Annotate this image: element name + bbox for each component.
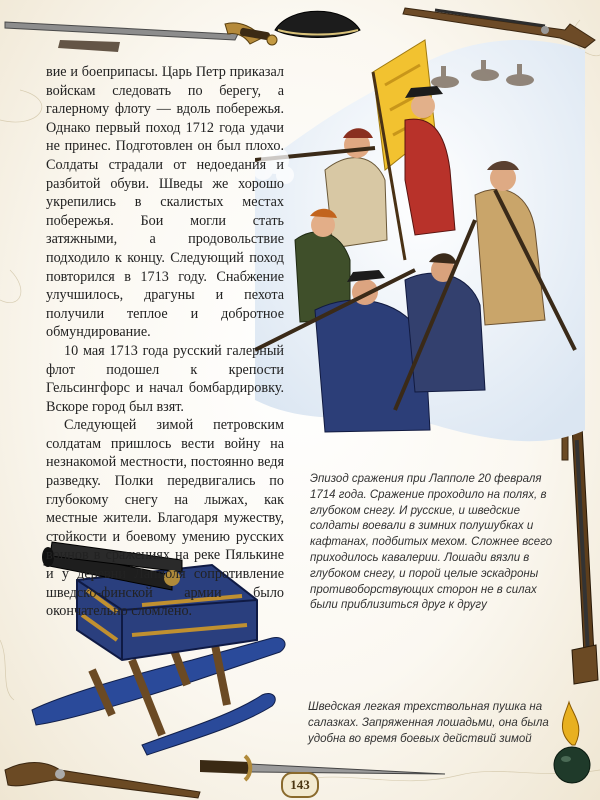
paragraph: вие и боеприпасы. Царь Петр приказал войскам следовать по берегу, а галерному флоту — вдоль побережья. Однако первый поход 1712 года удачи не принес. Подготовлен он был плохо. Солдаты страдали от недоедания и разбитой обуви. Шведы же хорошо укрепились в скалистых местах побережья. Бои могли стать затяжными, а продовольствие подходило к концу. Следующий поход повторился в 1713 году. Снабжение улучшилось, драгуны и пехота получили теплое и добротное обмундирование.: [46, 64, 284, 341]
page-number: 143: [281, 772, 319, 798]
sword-illustration: [0, 0, 280, 60]
paragraph: Следующей зимой петровским солдатам пришлось вести войну на незнакомой местности, постоянно ведя разведку. Полки передвигались по глубокому снегу на лыжах, как местные жители. Благодаря мужеству, стойкости и боевому умению русских воинов в сражениях на реке Пялькине и у деревни Лапполя сопротивление шведско-финской армии было окончательно сломлено.: [46, 417, 284, 620]
battle-caption: Эпизод сражения при Лапполе 20 февраля 1714 года. Сражение проходило на полях, в глубоком снегу. И русские, и шведские солдаты воевали в зимних полушубках и кафтанах, подбитых мехом. Сложнее всего приходилось кавалерии. Лошади вязли в глубоком снегу, и порой целые эскадроны противоборствующих сторон не в силах были приблизиться друг к другу: [310, 473, 553, 612]
pistol-illustration: [0, 730, 210, 800]
saber-illustration: [190, 752, 450, 782]
cannon-caption: Шведская легкая трехствольная пушка на салазках. Запряженная лошадьми, она была удобна во время боевых действий зимой: [308, 701, 549, 745]
battle-illustration: [255, 20, 585, 450]
paragraph: 10 мая 1713 года русский галерный флот подошел к крепости Гельсингфорс и начал бомбардировку. Вскоре город был взят.: [46, 342, 284, 415]
main-text: [46, 63, 284, 621]
